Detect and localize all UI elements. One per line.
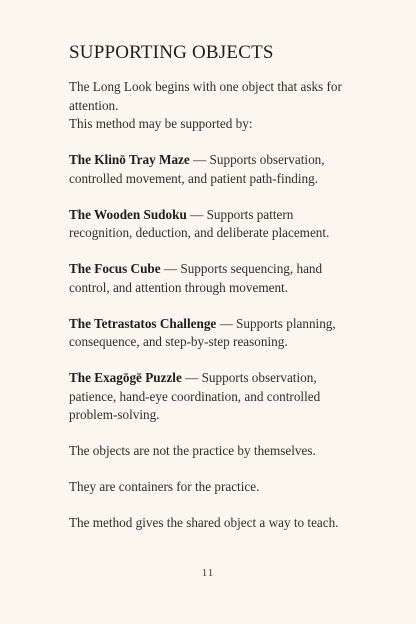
object-item-focus-cube (69, 260, 354, 297)
object-name: The Wooden Sudoku (69, 206, 187, 222)
closing-line-1: The objects are not the practice by themselves. (69, 443, 316, 458)
object-name: The Exagōgē Puzzle (69, 370, 182, 385)
object-description: — Supports planning, consequence, and step-by-step reasoning. (69, 315, 336, 349)
closing-line-2: They are containers for the practice. (69, 479, 260, 494)
object-item-klino-tray-maze (69, 151, 354, 188)
object-description: — Supports pattern recognition, deduction, and deliberate placement. (69, 206, 330, 240)
object-name: The Tetrastatos Challenge (69, 315, 217, 331)
object-item-exagoge-puzzle (69, 369, 354, 425)
page-number: 11 (201, 567, 215, 579)
section-heading: SUPPORTING OBJECTS (69, 42, 274, 63)
object-name: The Focus Cube (69, 261, 161, 276)
closing-line-3: The method gives the shared object a way to teach. (69, 515, 339, 530)
intro-line-1: The Long Look begins with one object that asks for attention. (69, 79, 342, 113)
object-description: — Supports observation, patience, hand-eye coordination, and controlled problem-solving. (69, 370, 321, 422)
object-name: The Klinō Tray Maze (69, 152, 190, 167)
page-body (69, 78, 354, 533)
object-description: — Supports observation, controlled movement, and patient path-finding. (69, 152, 325, 186)
intro-line-2: This method may be supported by: (69, 116, 253, 131)
object-item-tetrastatos-challenge (69, 315, 354, 352)
object-description: — Supports sequencing, hand control, and attention through movement. (69, 261, 323, 295)
object-item-wooden-sudoku (69, 206, 354, 243)
